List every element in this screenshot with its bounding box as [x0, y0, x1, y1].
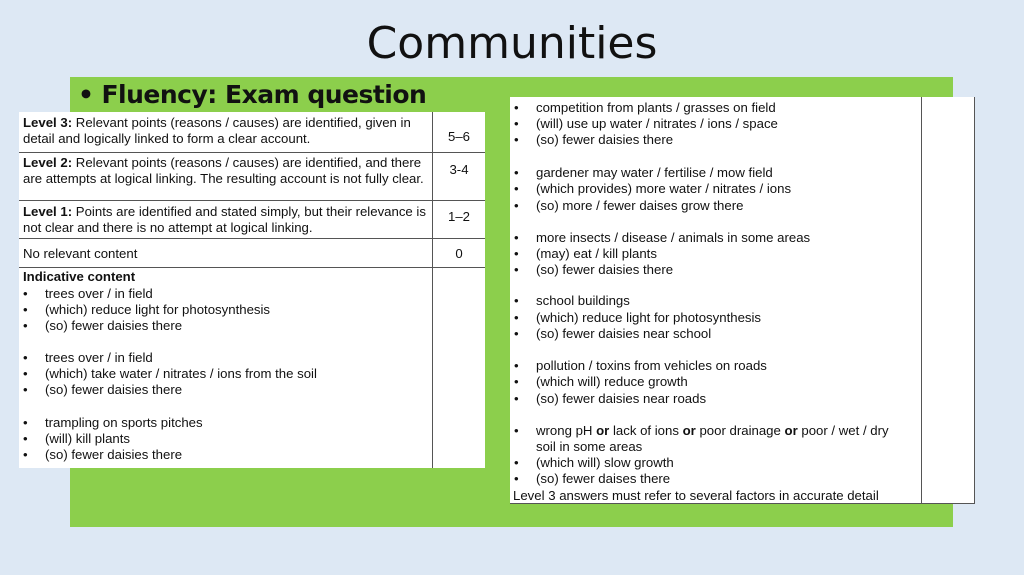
level-2-marks: 3-4 — [449, 162, 469, 177]
list-item: • more insects / disease / animals in some areas — [514, 230, 811, 245]
list-item-continuation: soil in some areas — [536, 439, 643, 454]
level-2-description: Level 2: Relevant points (reasons / causes) are identified, and there are attempts at logical linking. The resulting account is not fully clear. — [23, 155, 424, 186]
bullet-text: Fluency: Exam question — [101, 80, 427, 109]
list-item: • (which) reduce light for photosynthesis — [23, 302, 271, 317]
level-1-row — [19, 201, 485, 239]
list-item: • gardener may water / fertilise / mow field — [514, 165, 773, 180]
table-bottom-border — [510, 503, 975, 504]
column-divider — [974, 97, 975, 504]
bullet-dot: • — [78, 80, 94, 109]
list-item: • trees over / in field — [23, 350, 153, 365]
list-item: • (so) fewer daisies there — [23, 382, 183, 397]
list-item: • (which provides) more water / nitrates / ions — [514, 181, 792, 196]
no-content-marks: 0 — [455, 246, 463, 261]
level-3-row — [19, 112, 485, 153]
list-item: • competition from plants / grasses on field — [514, 100, 776, 115]
list-item: • pollution / toxins from vehicles on roads — [514, 358, 767, 373]
list-item: • trees over / in field — [23, 286, 153, 301]
list-item: • wrong pH or lack of ions or poor drainage or poor / wet / dry — [514, 423, 889, 438]
list-item: • trampling on sports pitches — [23, 415, 203, 430]
list-item: • (so) fewer daises there — [514, 471, 671, 486]
list-item: • (so) fewer daisies there — [23, 447, 183, 462]
list-item: • (so) fewer daisies near school — [514, 326, 712, 341]
list-item: • (so) fewer daisies there — [514, 262, 674, 277]
list-item: • (may) eat / kill plants — [514, 246, 657, 261]
marking-scheme-table-right — [510, 97, 975, 504]
list-item: • (which) take water / nitrates / ions from the soil — [23, 366, 317, 381]
no-content-description: No relevant content — [23, 246, 138, 261]
level-2-row — [19, 152, 485, 201]
level-1-description: Level 1: Points are identified and stated simply, but their relevance is not clear and there is no attempt at logical linking. — [23, 204, 426, 235]
list-item: • (so) fewer daisies there — [514, 132, 674, 147]
level-3-description: Level 3: Relevant points (reasons / causes) are identified, given in detail and logically linked to form a clear account. — [23, 115, 411, 146]
list-item: • (which will) slow growth — [514, 455, 674, 470]
bullet-heading — [78, 80, 426, 109]
list-item: • school buildings — [514, 293, 630, 308]
level-3-marks: 5–6 — [447, 129, 470, 144]
list-item: • (so) more / fewer daises grow there — [514, 198, 744, 213]
level-3-footer-note: Level 3 answers must refer to several factors in accurate detail — [513, 488, 879, 503]
indicative-content-heading: Indicative content — [23, 269, 136, 284]
level-1-marks: 1–2 — [447, 209, 470, 224]
no-content-row — [19, 239, 485, 268]
list-item: • (will) use up water / nitrates / ions / space — [514, 116, 778, 131]
list-item: • (will) kill plants — [23, 431, 130, 446]
slide-title: Communities — [366, 18, 658, 69]
list-item: • (which) reduce light for photosynthesis — [514, 310, 762, 325]
list-item: • (so) fewer daisies near roads — [514, 391, 707, 406]
marking-scheme-table-left — [19, 112, 485, 468]
list-item: • (so) fewer daisies there — [23, 318, 183, 333]
column-divider — [921, 97, 922, 504]
list-item: • (which will) reduce growth — [514, 374, 688, 389]
